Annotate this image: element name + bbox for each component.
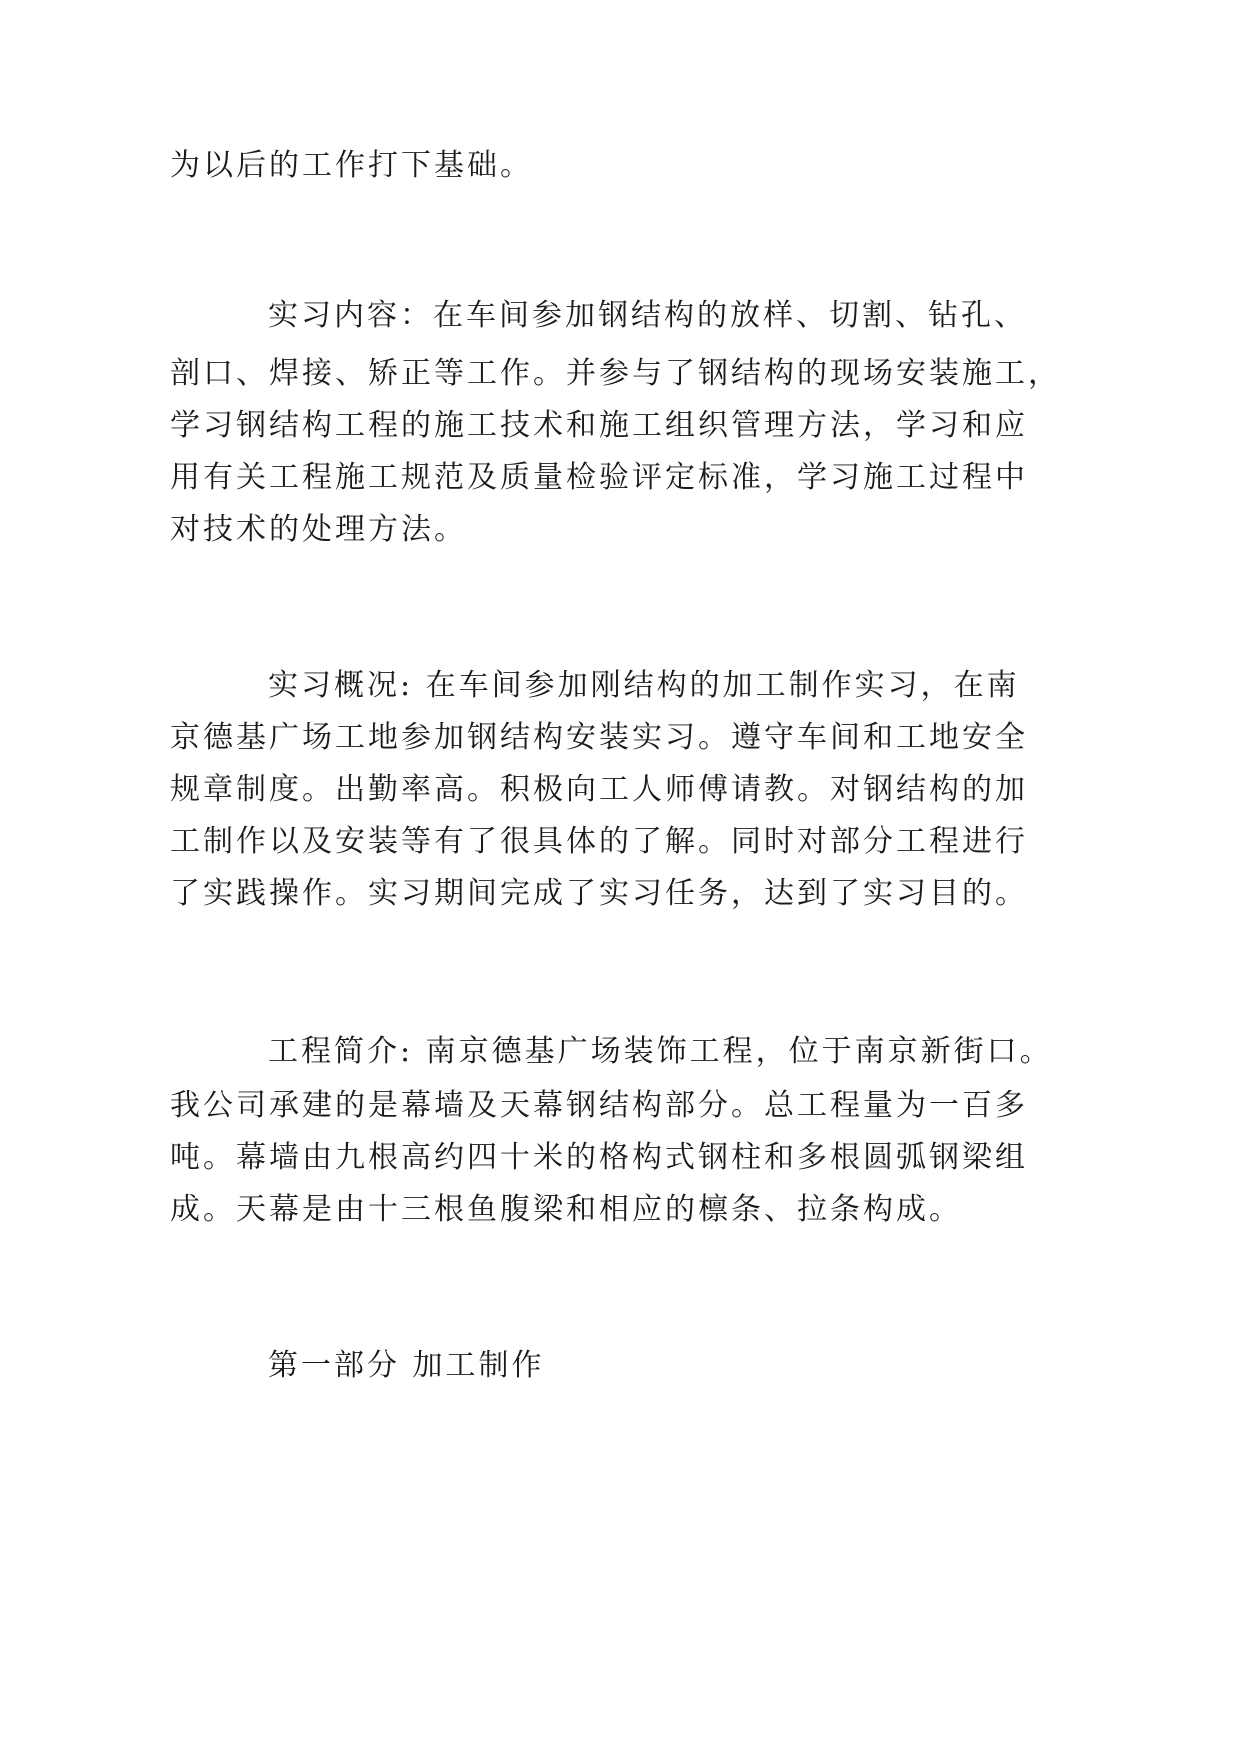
text-line: 对技术的处理方法。 [170, 512, 467, 547]
text-line: 用有关工程施工规范及质量检验评定标准，学习施工过程中 [170, 460, 1028, 495]
paragraph-internship-overview: 实习概况: 在车间参加刚结构的加工制作实习，在南 [268, 668, 1020, 703]
text-line: 剖口、焊接、矫正等工作。并参与了钢结构的现场安装施工， [170, 356, 1061, 391]
text-line: 我公司承建的是幕墙及天幕钢结构部分。总工程量为一百多 [170, 1088, 1028, 1123]
paragraph-project-introduction: 工程简介: 南京德基广场装饰工程，位于南京新街口。 [268, 1034, 1053, 1069]
text-line: 规章制度。出勤率高。积极向工人师傅请教。对钢结构的加 [170, 772, 1028, 807]
paragraph-internship-content: 实习内容：在车间参加钢结构的放样、切割、钻孔、 [268, 298, 1027, 333]
text-line: 为以后的工作打下基础。 [170, 148, 533, 183]
text-line: 吨。幕墙由九根高约四十米的格构式钢柱和多根圆弧钢梁组 [170, 1140, 1028, 1175]
text-line: 工制作以及安装等有了很具体的了解。同时对部分工程进行 [170, 824, 1028, 859]
text-line: 成。天幕是由十三根鱼腹梁和相应的檩条、拉条构成。 [170, 1192, 962, 1227]
section-heading: 第一部分 加工制作 [268, 1348, 545, 1383]
text-line: 京德基广场工地参加钢结构安装实习。遵守车间和工地安全 [170, 720, 1028, 755]
text-line: 了实践操作。实习期间完成了实习任务，达到了实习目的。 [170, 876, 1028, 911]
text-line: 学习钢结构工程的施工技术和施工组织管理方法，学习和应 [170, 408, 1028, 443]
